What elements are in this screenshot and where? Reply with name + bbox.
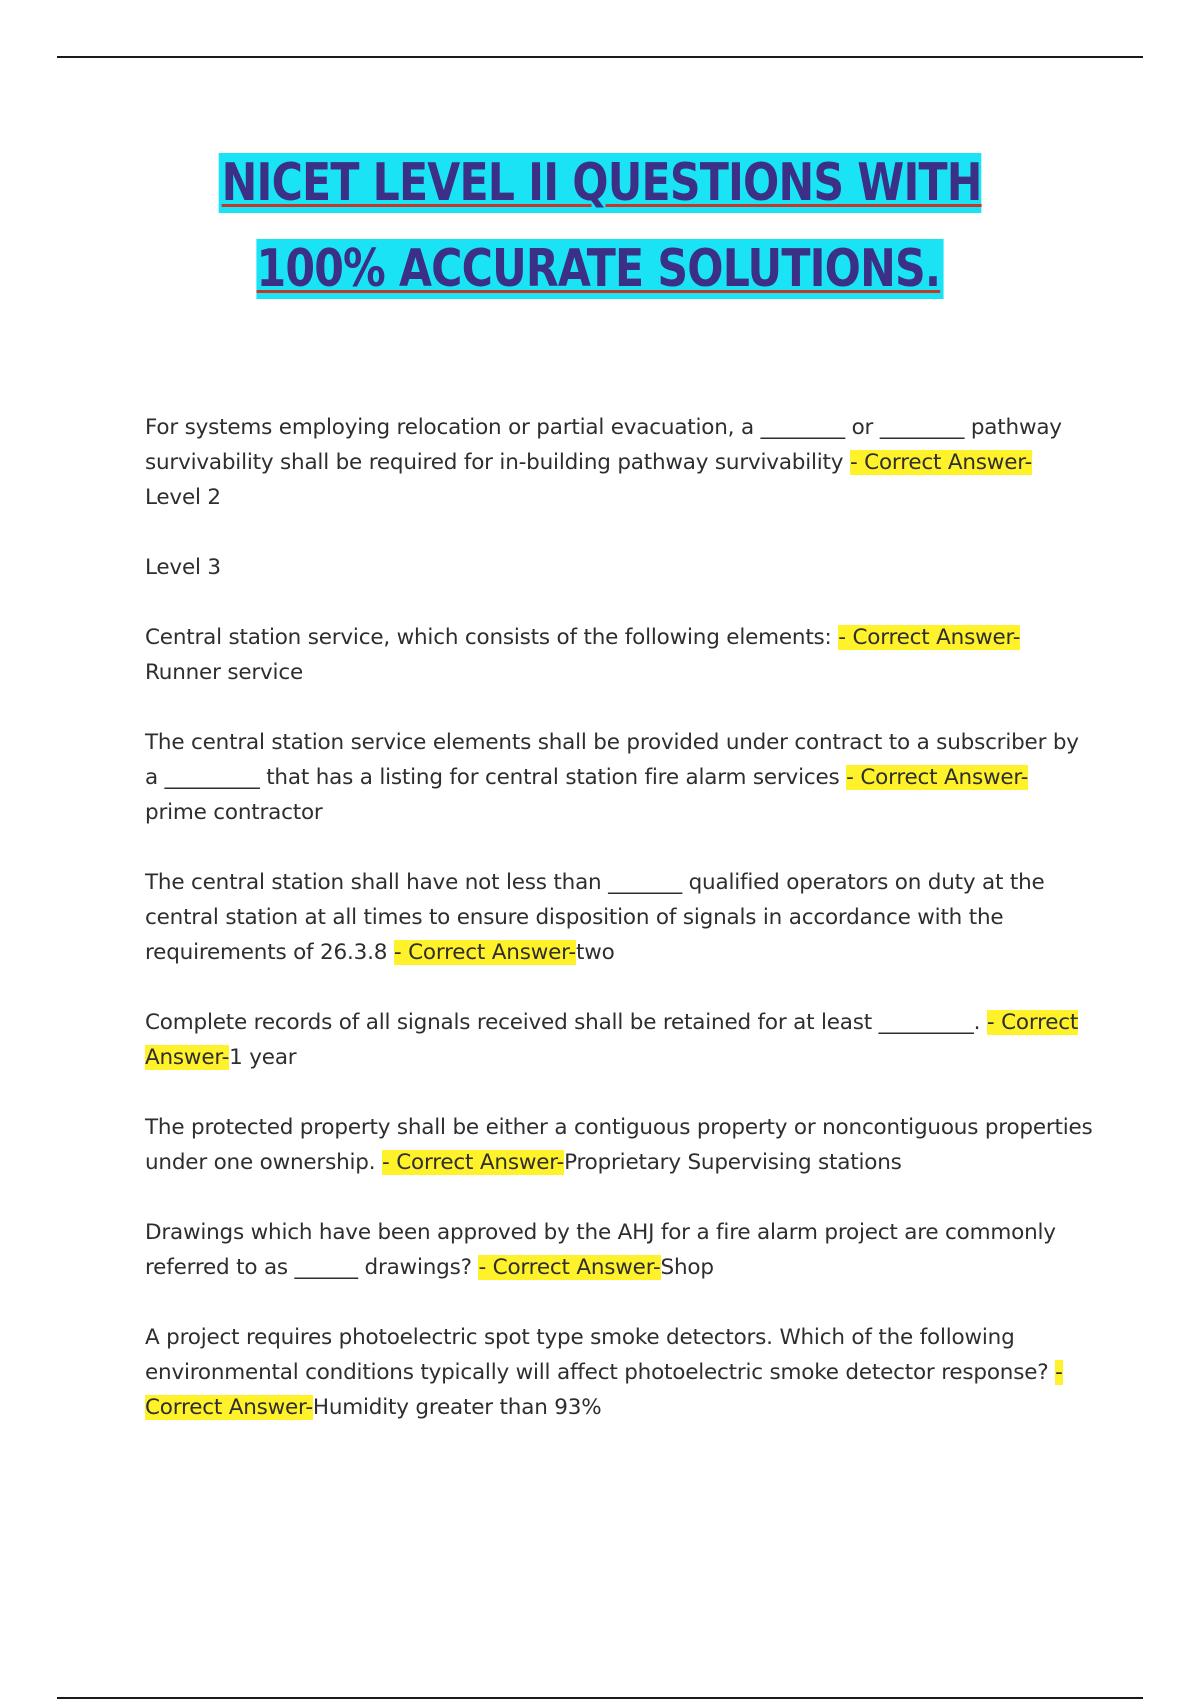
question-text: Central station service, which consists of the following elements:: [145, 625, 832, 650]
answer-text: Runner service: [145, 660, 303, 685]
question-text: The central station service elements shall be provided under contract to a subscriber by a _________ that has a listing for central station fire alarm services: [145, 730, 1079, 790]
correct-answer-marker: - Correct Answer-: [382, 1150, 565, 1175]
header-rule: [57, 56, 1143, 58]
answer-text: two: [575, 940, 615, 965]
correct-answer-marker: - Correct Answer-: [849, 450, 1033, 475]
correct-answer-marker: - Correct Answer-: [145, 1360, 1063, 1420]
qa-item-1: [145, 410, 1095, 515]
qa-item-8: [145, 1320, 1095, 1425]
correct-answer-marker: - Correct Answer-: [393, 940, 576, 965]
correct-answer-marker: - Correct Answer-: [478, 1255, 661, 1280]
page-title: [206, 140, 993, 312]
answer-text: Shop: [660, 1255, 714, 1280]
answer-text: Humidity greater than 93%: [312, 1395, 602, 1420]
answer-text: prime contractor: [145, 800, 323, 825]
question-text: The central station shall have not less than _______ qualified operators on duty at the central station at all times to ensure disposition of signals in accordance with the requirements of 26.3.8: [145, 870, 1045, 965]
correct-answer-marker: - Correct Answer-: [145, 1010, 1079, 1070]
qa-item-5: [145, 1005, 1095, 1075]
answer-text: 1 year: [229, 1045, 297, 1070]
page-title-text: NICET LEVEL II QUESTIONS WITH 100% ACCURATE SOLUTIONS.: [218, 153, 981, 299]
question-text: Drawings which have been approved by the AHJ for a fire alarm project are commonly referred to as ______ drawings?: [145, 1220, 1056, 1280]
qa-item-4: [145, 865, 1095, 970]
qa-item-7: [145, 1215, 1095, 1285]
qa-item-3: [145, 725, 1095, 830]
qa-list: [145, 410, 1095, 1460]
correct-answer-marker: - Correct Answer-: [838, 625, 1021, 650]
question-text: For systems employing relocation or partial evacuation, a ________ or ________ pathway survivability shall be required for in-building pathway survivability: [145, 415, 1062, 475]
question-text: Complete records of all signals received shall be retained for at least _________.: [145, 1010, 981, 1035]
qa-item-2: [145, 620, 1095, 690]
answer-text: Level 3: [145, 555, 221, 580]
question-text: A project requires photoelectric spot type smoke detectors. Which of the following environmental conditions typically will affect photoelectric smoke detector response?: [145, 1325, 1049, 1385]
answer-text: Proprietary Supervising stations: [564, 1150, 902, 1175]
footer-rule: [57, 1697, 1143, 1699]
answer-text: Level 2: [145, 485, 221, 510]
question-text: The protected property shall be either a contiguous property or noncontiguous properties under one ownership.: [145, 1115, 1093, 1175]
correct-answer-marker: - Correct Answer-: [846, 765, 1029, 790]
qa-item-6: [145, 1110, 1095, 1180]
answer-continuation: [145, 550, 1095, 585]
